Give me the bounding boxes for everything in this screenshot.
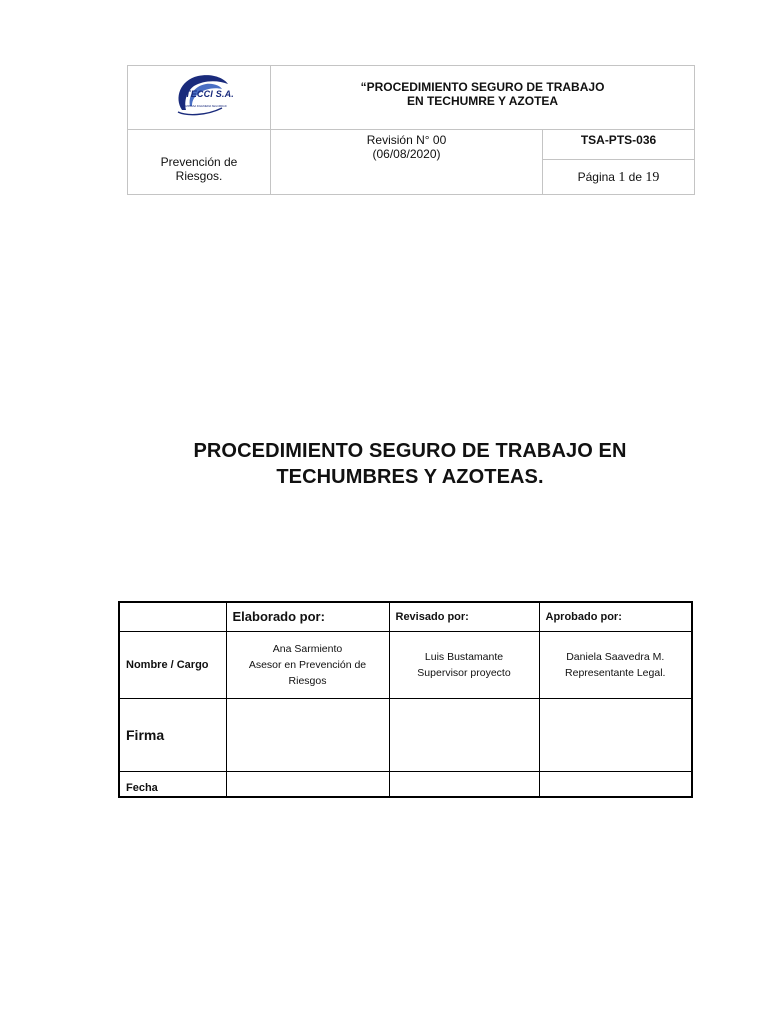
header-title-line1: “PROCEDIMIENTO SEGURO DE TRABAJO — [360, 80, 605, 94]
row-label-firma: Firma — [119, 698, 226, 771]
elaborado-role-line2: Riesgos — [288, 674, 327, 687]
logo-cell — [128, 66, 271, 130]
page-sep: de — [628, 169, 643, 184]
header-aprobado: Aprobado por: — [539, 602, 692, 631]
aprobado-name: Daniela Saavedra M. — [566, 650, 665, 663]
revisado-name: Luis Bustamante — [424, 650, 504, 663]
revision — [271, 130, 543, 195]
logo-tagline: EMPRESA INGENIERIA SEGURIDAD — [184, 105, 227, 108]
aprobado-role: Representante Legal. — [565, 666, 666, 679]
revision-line2: (06/08/2020) — [372, 147, 441, 161]
elaborado-role-line1: Asesor en Prevención de — [248, 658, 367, 671]
document-title-line2: TECHUMBRES Y AZOTEAS. — [276, 466, 544, 488]
elaborado-name: Ana Sarmiento — [272, 642, 343, 655]
department-line2: Riesgos. — [175, 169, 223, 183]
aprobado-info — [539, 631, 692, 698]
document-header — [127, 65, 695, 195]
header-revisado: Revisado por: — [389, 602, 539, 631]
page-total: 19 — [645, 169, 660, 185]
header-title-line2: EN TECHUMRE Y AZOTEA — [406, 94, 559, 108]
page-prefix: Página — [577, 169, 615, 184]
logo-name: TECCI S.A. — [185, 89, 235, 99]
revision-line1: Revisión N° 00 — [366, 133, 447, 147]
page-current: 1 — [618, 169, 626, 185]
fecha-aprobado — [539, 771, 692, 797]
header-elaborado: Elaborado por: — [226, 602, 389, 631]
department — [128, 130, 271, 195]
page-indicator — [543, 160, 695, 195]
header-title — [271, 66, 695, 130]
row-label-nombre: Nombre / Cargo — [119, 631, 226, 698]
fecha-revisado — [389, 771, 539, 797]
fecha-elaborado — [226, 771, 389, 797]
firma-revisado — [389, 698, 539, 771]
empty-corner — [119, 602, 226, 631]
signature-table — [118, 601, 693, 798]
elaborado-info — [226, 631, 389, 698]
document-code: TSA-PTS-036 — [543, 130, 695, 160]
document-title-line1: PROCEDIMIENTO SEGURO DE TRABAJO EN — [193, 440, 627, 462]
department-line1: Prevención de — [160, 155, 238, 169]
revisado-info — [389, 631, 539, 698]
document-title — [100, 438, 720, 490]
row-label-fecha: Fecha — [119, 771, 226, 797]
firma-aprobado — [539, 698, 692, 771]
revisado-role: Supervisor proyecto — [417, 666, 511, 679]
firma-elaborado — [226, 698, 389, 771]
